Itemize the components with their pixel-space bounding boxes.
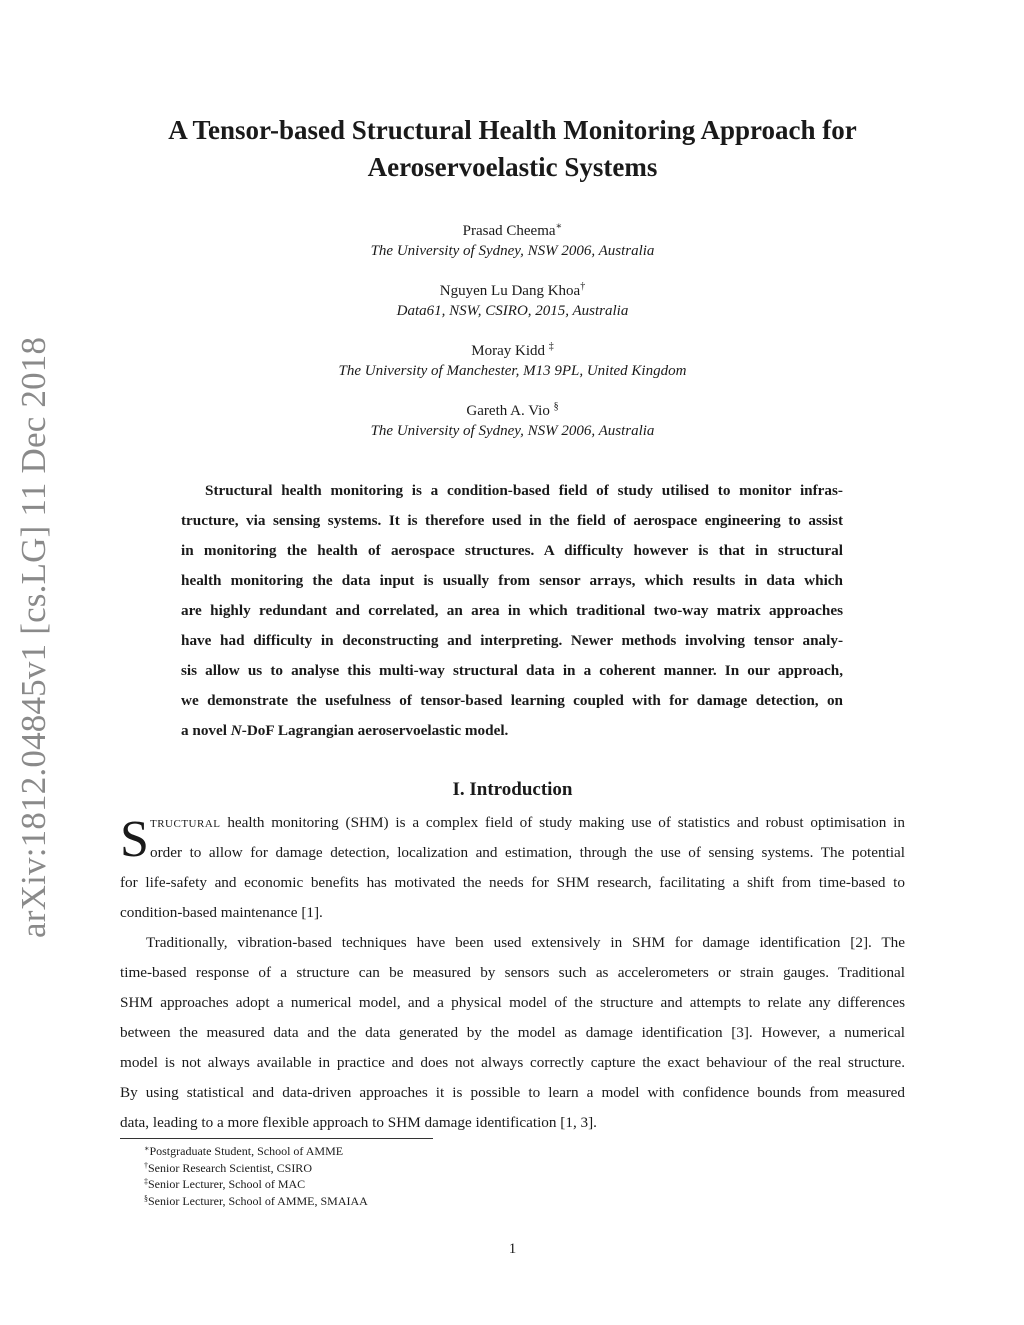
abstract bbox=[181, 476, 843, 746]
title-line-2: Aeroservoelastic Systems bbox=[367, 152, 658, 182]
body-text: health monitoring (SHM) is a complex field of study making use of statistics and robust optimisation in bbox=[220, 814, 905, 831]
author-affiliation: The University of Sydney, NSW 2006, Australia bbox=[370, 243, 655, 259]
body-line: between the measured data and the data generated by the model as damage identification [3]. However, a numerical bbox=[120, 1024, 905, 1041]
author-list bbox=[120, 221, 905, 461]
footnote bbox=[144, 1193, 368, 1210]
abstract-line: health monitoring the data input is usually from sensor arrays, which results in data which bbox=[181, 572, 843, 589]
author-mark: § bbox=[553, 401, 559, 412]
section-heading: I. Introduction bbox=[452, 779, 573, 800]
arxiv-identifier: arXiv:1812.04845v1 [cs.LG] 11 Dec 2018 bbox=[14, 336, 53, 938]
abstract-line: are highly redundant and correlated, an area in which traditional two-way matrix approaches bbox=[181, 602, 843, 619]
author-name: Gareth A. Vio bbox=[466, 403, 554, 419]
body-line: model is not always available in practice and does not always correctly capture the exact behaviour of the real structure. bbox=[120, 1054, 905, 1071]
abstract-line: Structural health monitoring is a condition-based field of study utilised to monitor infras- bbox=[205, 482, 843, 499]
abstract-line: have had difficulty in deconstructing and interpreting. Newer methods involving tensor analy- bbox=[181, 632, 843, 649]
footnote-text: Senior Lecturer, School of MAC bbox=[148, 1177, 306, 1191]
abstract-math-n: N bbox=[230, 722, 242, 739]
body-line: for life-safety and economic benefits has motivated the needs for SHM research, facilitating a shift from time-based to bbox=[120, 874, 905, 891]
footnote bbox=[144, 1160, 368, 1177]
body-line: order to allow for damage detection, localization and estimation, through the use of sensing systems. The potential bbox=[150, 844, 905, 861]
abstract-line bbox=[181, 716, 843, 746]
smallcaps-word: tructural bbox=[150, 814, 221, 831]
body-line: condition-based maintenance [1]. bbox=[120, 904, 323, 921]
author-block bbox=[120, 341, 905, 401]
footnote bbox=[144, 1143, 368, 1160]
author-affiliation: The University of Manchester, M13 9PL, United Kingdom bbox=[338, 363, 687, 379]
author-mark: † bbox=[580, 281, 586, 292]
abstract-line: tructure, via sensing systems. It is therefore used in the field of aerospace engineering to assist bbox=[181, 512, 843, 529]
body-line: time-based response of a structure can be measured by sensors such as accelerometers or strain gauges. Traditional bbox=[120, 964, 905, 981]
body-line: data, leading to a more flexible approach to SHM damage identification [1, 3]. bbox=[120, 1114, 597, 1131]
footnote-mark: † bbox=[144, 1160, 148, 1170]
footnote-divider bbox=[120, 1138, 433, 1139]
author-mark: ‡ bbox=[548, 341, 554, 352]
footnote-text: Postgraduate Student, School of AMME bbox=[149, 1144, 344, 1158]
footnote bbox=[144, 1176, 368, 1193]
author-affiliation: Data61, NSW, CSIRO, 2015, Australia bbox=[396, 303, 629, 319]
footnote-text: Senior Research Scientist, CSIRO bbox=[148, 1160, 312, 1175]
page-number: 1 bbox=[508, 1241, 517, 1257]
body-line: SHM approaches adopt a numerical model, and a physical model of the structure and attempts to relate any differences bbox=[120, 994, 905, 1011]
title-line-1: A Tensor-based Structural Health Monitoring Approach for bbox=[168, 115, 857, 145]
body-line: By using statistical and data-driven approaches it is possible to learn a model with confidence bounds from measured bbox=[120, 1084, 905, 1101]
author-name: Moray Kidd bbox=[471, 343, 549, 359]
abstract-line: we demonstrate the usefulness of tensor-based learning coupled with for damage detection, on bbox=[181, 692, 843, 709]
abstract-text: a novel bbox=[181, 722, 231, 739]
footnote-mark: § bbox=[144, 1193, 148, 1203]
author-block bbox=[120, 221, 905, 281]
author-block bbox=[120, 281, 905, 341]
abstract-line: sis allow us to analyse this multi-way structural data in a coherent manner. In our approach, bbox=[181, 662, 843, 679]
introduction-body bbox=[120, 808, 905, 1138]
author-name: Prasad Cheema bbox=[462, 223, 556, 239]
abstract-line: in monitoring the health of aerospace structures. A difficulty however is that in structural bbox=[181, 542, 843, 559]
author-mark: ∗ bbox=[555, 221, 563, 232]
footnote-mark: ∗ bbox=[144, 1144, 150, 1153]
footnotes bbox=[144, 1143, 368, 1209]
paper-title bbox=[120, 112, 905, 186]
author-affiliation: The University of Sydney, NSW 2006, Australia bbox=[370, 423, 655, 439]
body-line: Traditionally, vibration-based techniques have been used extensively in SHM for damage identification [2]. The bbox=[146, 934, 905, 951]
author-name: Nguyen Lu Dang Khoa bbox=[439, 283, 581, 299]
author-block bbox=[120, 401, 905, 461]
footnote-text: Senior Lecturer, School of AMME, SMAIAA bbox=[148, 1193, 368, 1208]
footnote-mark: ‡ bbox=[144, 1177, 148, 1186]
body-line bbox=[120, 808, 905, 838]
drop-cap: S bbox=[120, 811, 149, 868]
abstract-text: -DoF Lagrangian aeroservoelastic model. bbox=[241, 722, 509, 739]
